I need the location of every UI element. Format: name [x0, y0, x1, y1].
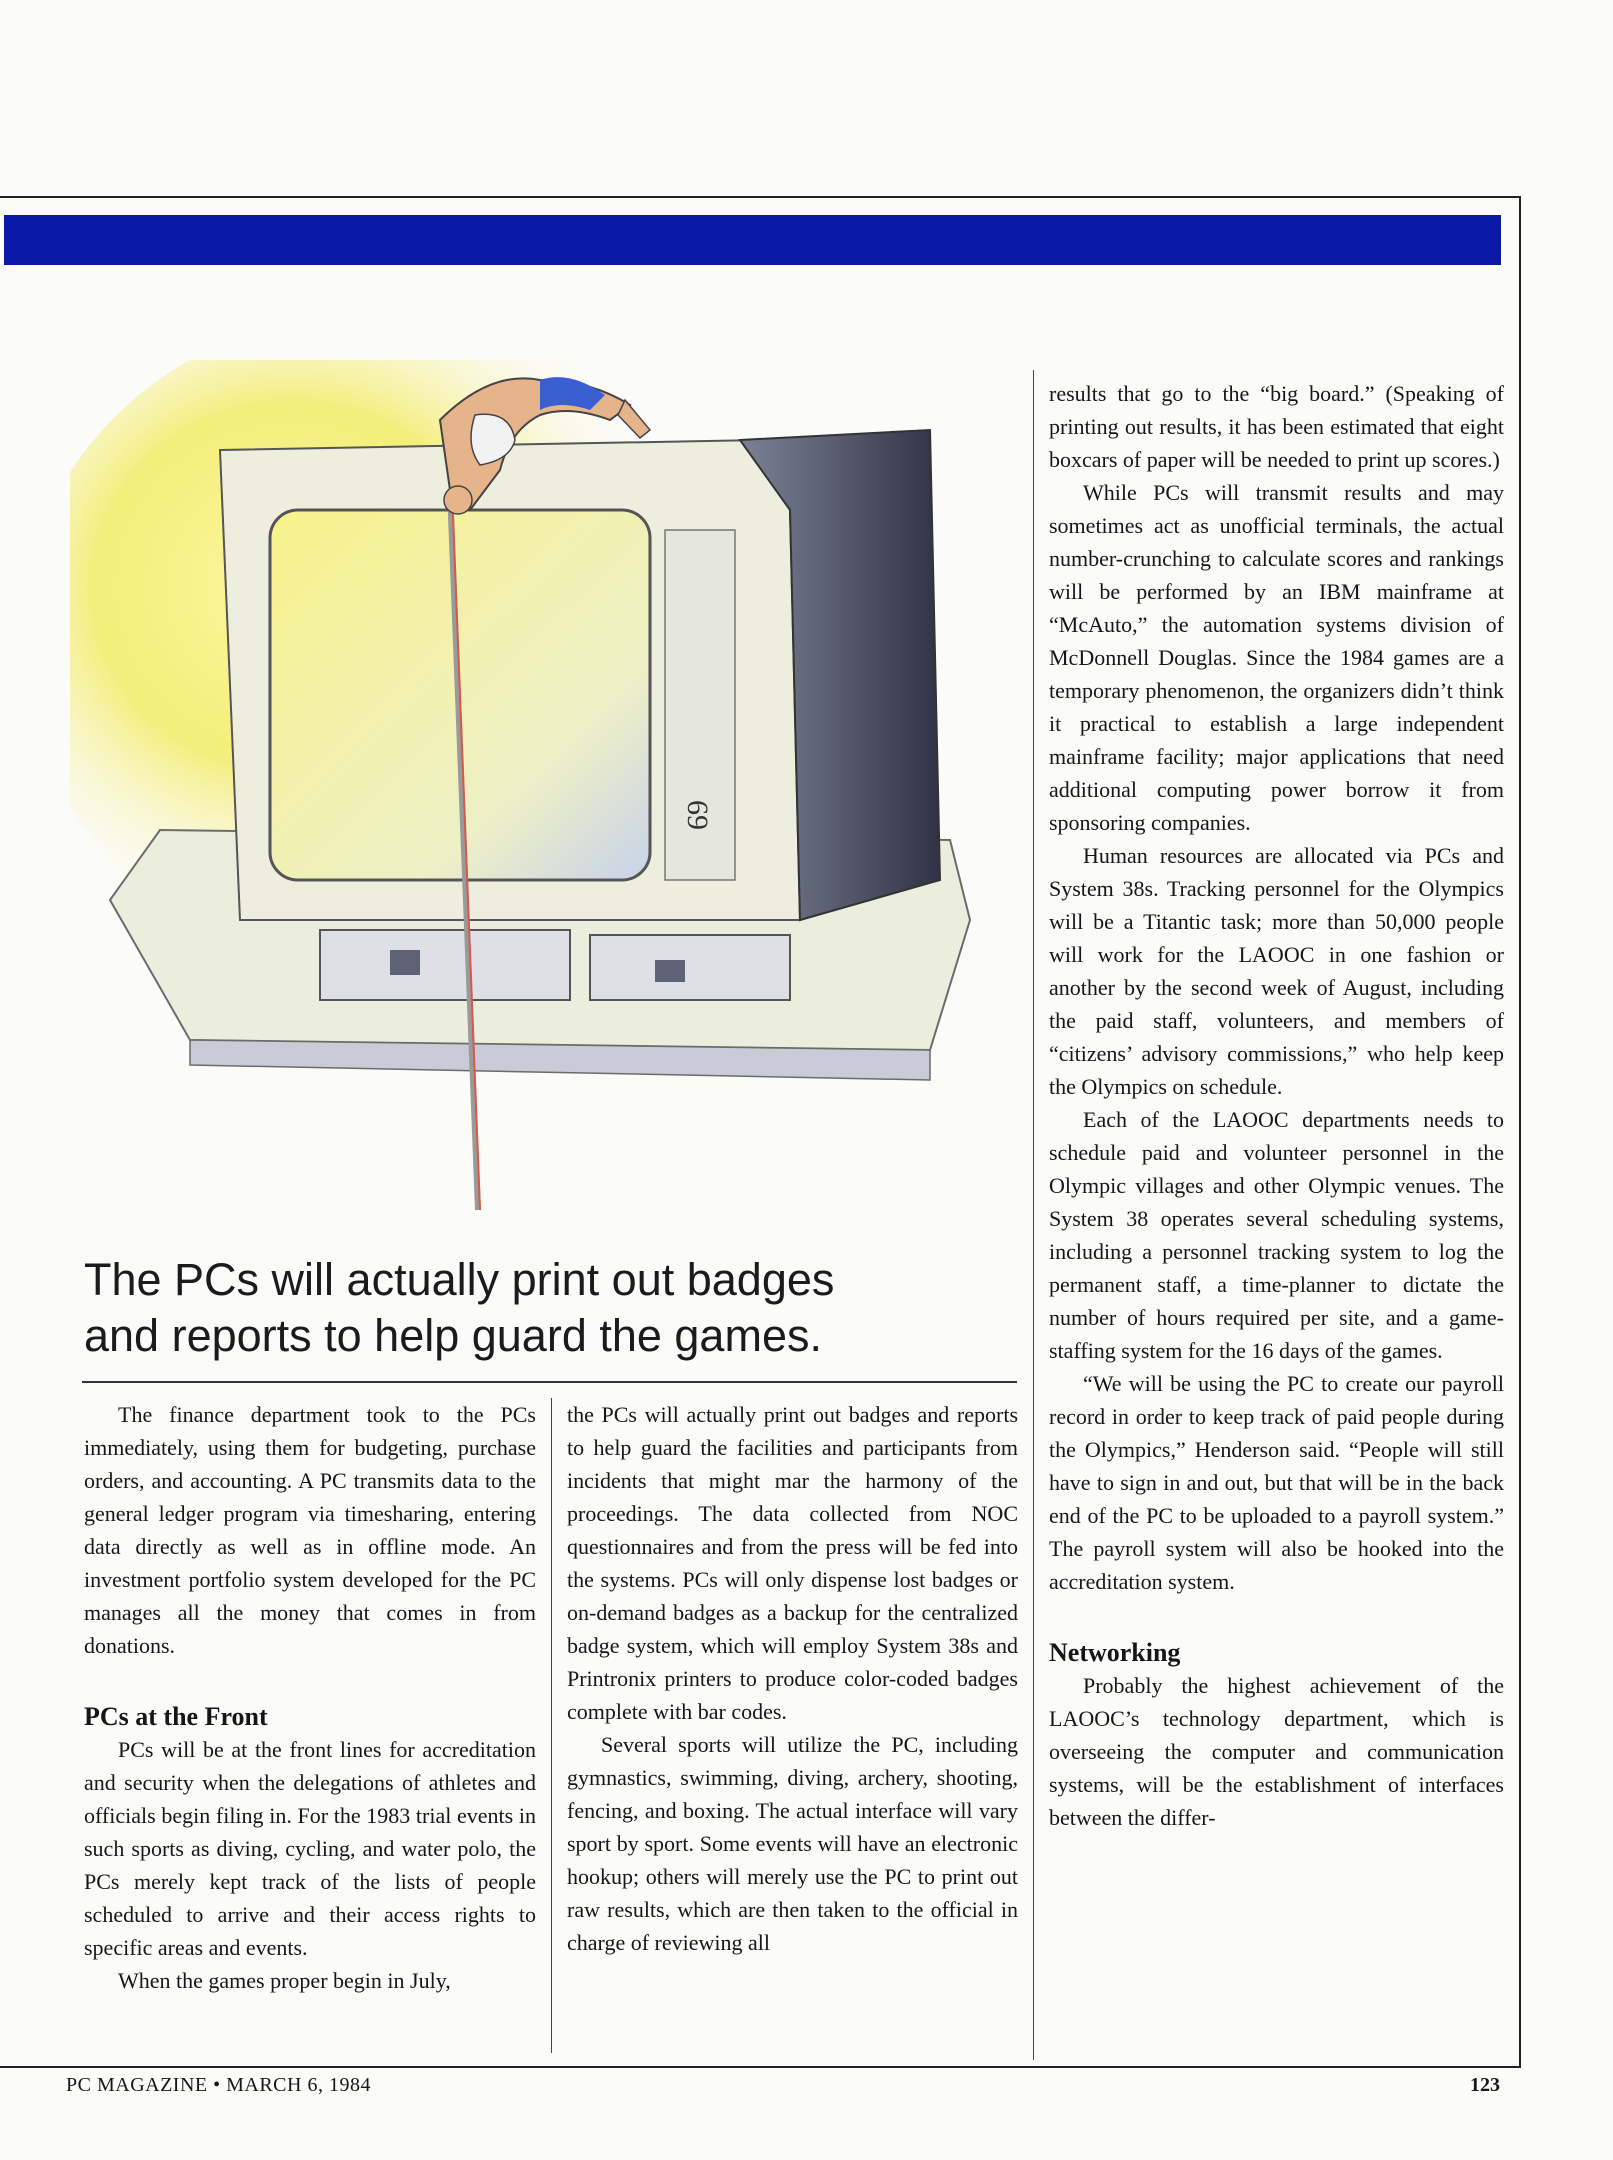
- header-color-bar: [4, 215, 1501, 265]
- section-heading: Networking: [1049, 1638, 1181, 1667]
- paragraph: When the games proper begin in July,: [118, 1968, 451, 1993]
- column-divider: [551, 1398, 552, 2053]
- athlete-head: [444, 486, 472, 514]
- pull-quote-line: and reports to help guard the games.: [84, 1310, 822, 1361]
- pull-quote-line: The PCs will actually print out badges: [84, 1254, 835, 1305]
- drive-slot: [655, 960, 685, 982]
- monitor-logo: 69: [681, 800, 714, 830]
- paragraph: The finance department took to the PCs immediately, using them for budgeting, purchase orders, and accounting. A PC transmits data to the general ledger program via timesharing, entering data directly as well as in offline mode. An investment portfolio system developed for the PC manages all the money that comes in from donations.: [84, 1402, 536, 1658]
- paragraph: Several sports will utilize the PC, including gymnastics, swimming, diving, archery, shooting, fencing, and boxing. The actual interface will vary sport by sport. Some events will have an electronic hookup; others will merely use the PC to print out raw results, which are then taken to the official in charge of reviewing all: [567, 1732, 1018, 1955]
- diskette-drive-left: [320, 930, 570, 1000]
- paragraph: PCs will be at the front lines for accreditation and security when the delegations of athletes and officials begin filing in. For the 1983 trial events in such sports as diving, cycling, and water polo, the PCs merely kept track of the lists of people scheduled to arrive and their access rights to specific areas and events.: [84, 1737, 536, 1960]
- paragraph: the PCs will actually print out badges and reports to help guard the facilities and participants from incidents that might mar the harmony of the proceedings. The data collected from NOC questionnaires and from the press will be fed into the systems. PCs will only dispense lost badges or on-demand badges as a backup for the centralized badge system, which will employ System 38s and Printronix printers to produce color-coded badges complete with bar codes.: [567, 1402, 1018, 1724]
- article-column-2: [567, 1398, 1018, 1959]
- paragraph: While PCs will transmit results and may sometimes act as unofficial terminals, the actual number-crunching to calculate scores and rankings will be performed by an IBM mainframe at “McAuto,” the automation systems division of McDonnell Douglas. Since the 1984 games are a temporary phenomenon, the organizers didn’t think it practical to establish a large independent mainframe facility; major applications that need additional computing power borrow it from sponsoring companies.: [1049, 480, 1504, 835]
- article-column-1: [84, 1398, 536, 1997]
- column-divider: [1033, 370, 1034, 2060]
- section-heading: PCs at the Front: [84, 1702, 268, 1731]
- right-border-rule: [1519, 196, 1521, 2066]
- footer-publication: PC MAGAZINE • MARCH 6, 1984: [66, 2074, 371, 2096]
- paragraph: Human resources are allocated via PCs and System 38s. Tracking personnel for the Olympics will be a Titantic task; more than 50,000 people will work for the LAOOC in one fashion or another by the second week of August, including the paid staff, volunteers, and members of “citizens’ advisory commissions,” who help keep the Olympics on schedule.: [1049, 843, 1504, 1099]
- diskette-drive-right: [590, 935, 790, 1000]
- top-border-rule: [0, 196, 1521, 198]
- footer-rule: [0, 2066, 1521, 2068]
- drive-slot: [390, 950, 420, 975]
- paragraph: “We will be using the PC to create our payroll record in order to keep track of paid people during the Olympics,” Henderson said. “People will still have to sign in and out, but that will be in the back end of the PC to be uploaded to a payroll system.” The payroll system will also be hooked into the accreditation system.: [1049, 1371, 1504, 1594]
- pull-quote-rule: [82, 1381, 1017, 1383]
- paragraph: Probably the highest achievement of the LAOOC’s technology department, which is overseeing the computer and communication systems, will be the establishment of interfaces between the differ-: [1049, 1673, 1504, 1830]
- article-column-3: [1049, 377, 1504, 1834]
- pull-quote: [84, 1252, 1034, 1364]
- page-number: 123: [1470, 2074, 1500, 2096]
- paragraph: results that go to the “big board.” (Speaking of printing out results, it has been estimated that eight boxcars of paper will be needed to print up scores.): [1049, 381, 1504, 472]
- pole-vaulter-over-pc-illustration: [70, 360, 1000, 1240]
- paragraph: Each of the LAOOC departments needs to schedule paid and volunteer personnel in the Olympic villages and other Olympic venues. The System 38 operates several scheduling systems, including a personnel tracking system to log the permanent staff, a time-planner to dictate the number of hours required per site, and a game-staffing system for the 16 days of the games.: [1049, 1107, 1504, 1363]
